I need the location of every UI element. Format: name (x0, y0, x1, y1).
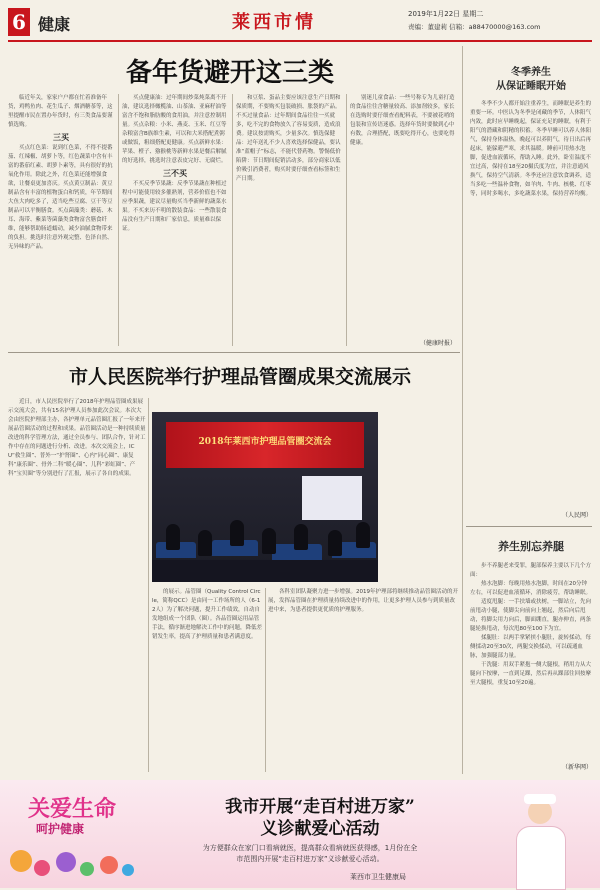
page-number: 6 (8, 8, 30, 36)
sidebar1-title-line1: 冬季养生 (511, 67, 551, 78)
dateline: 2019年1月22日 星期二 (408, 10, 484, 18)
article1-col3b-text: 别迷儿童食品：一些号称专为儿童打造的食品往往含糖量较高、添加剂较多，家长在选购时要仔细查看配料表，不要被花哨的包装和宣传语迷惑。选择年货时要做到心中有数，合理搭配，既要吃得开心，也要吃得健康。 (350, 95, 455, 146)
front-row (152, 560, 378, 582)
flower-decoration (56, 852, 76, 872)
article2-column-2 (152, 588, 262, 772)
audience-member (328, 530, 342, 556)
article1-col1-text: 买点红色菜：说到红色菜，不得不提番茄、红辣椒、胡萝卜等，红色蔬菜中含有丰富的番茄红素、胡萝卜素等，具有很好的抗氧化作用。除此之外，红色菜还能增强食欲，让餐桌更加喜庆。买点黄豆制品：黄豆制品含有丰富的植物蛋白和钙质，年节期间大鱼大肉吃多了，适当吃些豆腐、豆干等豆制品可以平衡膳食。买点菌藻类：蘑菇、木耳、海带、紫菜等菌藻类食物富含膳食纤维，能够帮助肠道蠕动，减少油腻食物带来的负担。挑选时注意外观完整、色泽自然、无异味的产品。 (8, 145, 113, 250)
article2-column-1 (8, 398, 146, 772)
sidebar2-text-1: 热水泡脚：每晚用热水泡脚，时间在20分钟左右，可以促进血液循环，消除疲劳，帮助睡眠。 (470, 581, 592, 596)
header-rule (8, 40, 592, 42)
ad-title-line1: 我市开展“走百村进万家” (225, 797, 415, 817)
article1-title: 备年货避开这三类 (125, 58, 334, 88)
sidebar-separator (466, 526, 592, 527)
conference-photo (152, 412, 378, 582)
column-divider (232, 94, 233, 346)
ad-logo-main: 关爱生命 (28, 796, 117, 822)
audience-member (262, 528, 276, 554)
flower-decoration (10, 850, 32, 872)
audience-member (356, 522, 370, 548)
column-divider (265, 588, 266, 772)
sidebar1-title-line2: 从保证睡眠开始 (496, 81, 566, 92)
photo-banner (166, 422, 364, 468)
article1-column-3 (236, 94, 342, 344)
audience-member (198, 530, 212, 556)
sidebar1-byline: （人民网） (561, 512, 592, 519)
flower-decoration (80, 862, 94, 876)
nurse-uniform (516, 826, 566, 890)
projection-screen (302, 476, 362, 520)
sidebar2-body (470, 562, 592, 758)
article1-subhead-2: 三不买 (163, 168, 187, 178)
sidebar2-text-3: 揉腿肚：以两手掌紧挟小腿肚，旋转揉动，每侧揉动20至30次，两腿交换揉动，可以疏通血脉，加强腿部力量。 (470, 635, 592, 659)
flower-decoration (100, 856, 118, 874)
article1-col2b-text: 不买反季节果蔬：反季节果蔬在种植过程中可能使用较多催熟剂，营养价值也不如应季果蔬，建议尽量购买当季新鲜的蔬菜水果。不买来历不明的散装食品：一些散装食品没有生产日期和厂家信息，质量难以保证。 (122, 181, 227, 232)
flower-decoration (122, 864, 134, 876)
sidebar-divider (462, 46, 463, 774)
article2-col1-text: 近日，市人民医院举行了2018年护理品管圈成果展示交流大会，共有15名护理人员参加此次会议。本次大会由医院护理部主办，各护理单元品管圈汇报了一年来开展品管圈活动的过程和成果。品管圈活动是一种持续质量改进的科学管理方法，通过全员参与、团队合作，针对工作中存在的问题进行分析、改进。本次交流会上，ICU“救生圈”、普外一“护肾圈”、心内“同心圈”、康复科“康乐圈”、骨外二科“暖心圈”、儿科“彩虹圈”、产科“宝贝圈”等分别进行了汇报，展示了各自的成果。 (8, 399, 146, 477)
article1-column-4 (350, 94, 456, 334)
ad-title-line2: 义诊献爱心活动 (260, 819, 380, 839)
article-separator (8, 352, 460, 353)
audience-member (294, 524, 308, 550)
audience-member (166, 524, 180, 550)
article2-col2-text: 的展示。品管圈（Quality Control Circle，简称QCC）是由同一工作场所的人（6-12人）为了解决问题，提升工作绩效，自动自发地组成一个团队（圈）。各品管圈运用品管手法，循序渐进地解决工作中的问题，降低差错发生率，提高了护理质量和患者满意度。 (152, 589, 262, 640)
sidebar1-body (470, 100, 592, 508)
article1-subhead-1: 三买 (53, 132, 69, 142)
article1-col3-text: 和豆浆、蛋品主要应该注意生产日期和保质期，不要购买包装破损、胀袋的产品。不买过量食品：过年期间食品往往一买就多，吃不完的食物放久了容易变质，造成浪费。建议按需购买，少量多次。慎选保健品：过年送礼不少人喜欢选择保健品，要认准“蓝帽子”标志，不能代替药物。警惕低价陷阱：节日期间促销活动多，部分商家以低价吸引消费者，购买时要仔细查看标签和生产日期。 (236, 95, 341, 182)
sidebar2-intro: 步不养腿老来受罪，腿部保养主要以下几个方面： (470, 563, 592, 578)
section-title: 健康 (38, 15, 71, 34)
article2-title: 市人民医院举行护理品管圈成果交流展示 (68, 366, 411, 388)
flower-decoration (34, 860, 50, 876)
sidebar1-title (470, 66, 592, 94)
article1-col2-text: 买点健康油：过年期间炒菜炖菜离不开油，建议选择橄榄油、山茶油、亚麻籽油等富含不饱和脂肪酸的食用油，并注意控制用量。买点杂粮：小米、燕麦、玉米、红豆等杂粮富含B族维生素，可以和大米搭配煮粥或做饭，粗细搭配更健康。买点新鲜水果：苹果、橙子、猕猴桃等新鲜水果是餐后解腻的好选择，挑选时注意表皮完好、无腐烂。 (122, 95, 227, 164)
article2-col3-text: 各科室团队凝聚力进一步增强。2019年护理部将继续推动品管圈活动的开展，发挥品管圈在护理质量持续改进中的作用，让更多护理人员参与到质量改进中来，为患者提供更优质的护理服务。 (268, 589, 458, 613)
photo-banner-text: 2018年莱西市护理品管圈交流会 (198, 437, 332, 447)
ad-text-line2: 市范围内开展“走百村进万家”义诊献爱心活动。 (236, 855, 384, 863)
sidebar2-text-2: 适度甩腿：一手扶墙或扶树，一脚站立，先向前甩动小腿，使脚尖向前向上翘起，然后向后甩动，将脚尖用力向后，脚面绷直，腿亦伸直，两条腿轮换甩动，每次甩80至100下为宜。 (470, 599, 592, 632)
ad-text (140, 843, 480, 865)
masthead: 莱西市情 (232, 12, 316, 33)
article1-column-1 (8, 94, 114, 344)
article1-intro: 临近年关，家家户户都在忙着准备年货，鸡鸭鱼肉、花生瓜子、烟酒糖茶等，这里提醒市民在置办年货时，有三类食品要谨慎选购。 (8, 95, 113, 128)
article1-byline: （健康时报） (419, 340, 456, 347)
ad-signature: 莱西市卫生健康局 (350, 873, 406, 881)
article1-column-2 (122, 94, 228, 344)
sidebar2-byline: （新华网） (561, 764, 592, 771)
sidebar2-text-4: 干洗腿：用双手紧抱一侧大腿根，稍用力从大腿向下按摩，一直到足踝，然后再从踝部往回按摩至大腿根，重复10至20遍。 (470, 662, 592, 686)
article2-column-3 (268, 588, 458, 772)
ad-text-line1: 为方便群众在家门口看病就医，提高群众看病就医获得感，1月份在全 (202, 844, 418, 852)
ad-logo-sub: 呵护健康 (36, 822, 85, 836)
sidebar2-title: 养生别忘养腿 (498, 540, 564, 553)
column-divider (148, 398, 149, 772)
sidebar1-text: 冬季不少人都开始注重养生，而睡眠是养生的重要一环。中医认为冬季是闭藏的季节，人体阳气内敛，此时应早睡晚起，保证充足的睡眠，有利于阳气的潜藏和阴精的积蓄。冬季早睡可以养人体阳气，保持身体温热，晚起可以养阴气，待日出后再起床，能躲避严寒，求其温暖。睡前可用热水泡脚，促进血液循环，帮助入睡。此外，卧室温度不宜过高，保持在18至20摄氏度为宜，并注意通风换气，保持空气清新。冬季还应注意饮食调养，适当多吃一些温补食物，如羊肉、牛肉、核桃、红枣等，同时多喝水，多吃蔬菜水果，保持营养均衡。 (470, 101, 592, 197)
audience-member (230, 520, 244, 546)
nurse-cap-icon (524, 794, 556, 804)
editor-info: 责编：董建莉 信箱：a88470000@163.com (408, 23, 541, 31)
column-divider (118, 94, 119, 346)
column-divider (346, 94, 347, 346)
